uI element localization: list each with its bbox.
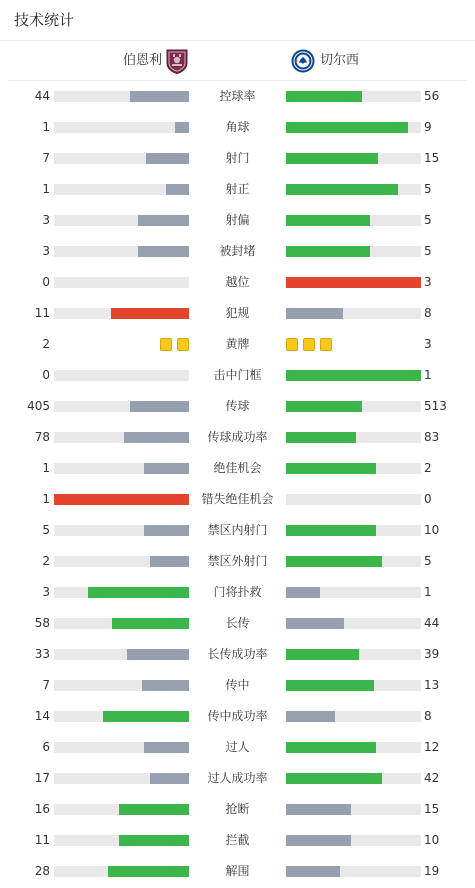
stat-row bbox=[0, 422, 475, 453]
stat-label: 传球成功率 bbox=[207, 430, 268, 444]
yellow-card-icon bbox=[303, 338, 315, 351]
stat-row bbox=[0, 298, 475, 329]
home-stat-bar bbox=[54, 587, 189, 598]
home-stat-value: 6 bbox=[42, 740, 50, 754]
stat-row bbox=[0, 515, 475, 546]
away-stat-value: 10 bbox=[424, 523, 440, 537]
away-stat-bar-fill bbox=[286, 618, 344, 629]
home-stat-bar-fill bbox=[166, 184, 189, 195]
away-stat-bar-fill bbox=[286, 587, 320, 598]
home-stat-bar-fill bbox=[175, 122, 189, 133]
away-stat-bar-fill bbox=[286, 711, 335, 722]
home-stat-value: 0 bbox=[42, 368, 50, 382]
home-stat-bar bbox=[54, 184, 189, 195]
chelsea-crest-icon bbox=[291, 49, 315, 73]
stat-label: 射门 bbox=[225, 151, 250, 165]
home-stat-bar-fill bbox=[144, 742, 189, 753]
stat-row bbox=[0, 174, 475, 205]
yellow-card-icon bbox=[177, 338, 189, 351]
home-stat-bar-fill bbox=[130, 401, 189, 412]
away-stat-bar bbox=[286, 401, 421, 412]
away-stat-bar-fill bbox=[286, 122, 408, 133]
away-stat-value: 8 bbox=[424, 306, 432, 320]
yellow-card-icon bbox=[286, 338, 298, 351]
stats-list bbox=[0, 81, 475, 887]
stat-row bbox=[0, 794, 475, 825]
home-yellow-cards bbox=[160, 338, 189, 351]
home-team-name: 伯恩利 bbox=[122, 53, 162, 68]
home-stat-value: 1 bbox=[42, 182, 50, 196]
home-stat-value: 405 bbox=[27, 399, 50, 413]
away-stat-bar bbox=[286, 370, 421, 381]
away-stat-bar-fill bbox=[286, 742, 376, 753]
away-stat-bar-fill bbox=[286, 866, 340, 877]
home-stat-value: 44 bbox=[34, 89, 50, 103]
home-stat-bar-fill bbox=[124, 432, 189, 443]
away-stat-bar bbox=[286, 215, 421, 226]
away-stat-bar-fill bbox=[286, 649, 359, 660]
away-stat-bar bbox=[286, 308, 421, 319]
home-stat-bar-fill bbox=[144, 525, 189, 536]
stat-row bbox=[0, 112, 475, 143]
away-team-name: 切尔西 bbox=[320, 53, 360, 68]
home-stat-bar-fill bbox=[144, 463, 189, 474]
home-stat-bar-fill bbox=[119, 804, 189, 815]
stat-label: 解围 bbox=[225, 864, 250, 878]
away-stat-bar-fill bbox=[286, 184, 398, 195]
away-stat-bar-fill bbox=[286, 432, 356, 443]
stat-label: 传球 bbox=[225, 399, 250, 413]
home-stat-bar-fill bbox=[119, 835, 189, 846]
home-stat-bar-fill bbox=[142, 680, 189, 691]
home-stat-bar bbox=[54, 711, 189, 722]
home-stat-bar bbox=[54, 680, 189, 691]
home-stat-bar-fill bbox=[108, 866, 189, 877]
home-stat-bar-fill bbox=[88, 587, 189, 598]
home-stat-bar bbox=[54, 91, 189, 102]
away-stat-value: 3 bbox=[424, 337, 432, 351]
stat-label: 角球 bbox=[225, 120, 250, 134]
away-stat-value: 5 bbox=[424, 244, 432, 258]
stat-label: 射正 bbox=[225, 182, 250, 196]
stat-row bbox=[0, 391, 475, 422]
stat-label: 禁区内射门 bbox=[207, 523, 268, 537]
away-stat-bar-fill bbox=[286, 277, 421, 288]
stat-label: 门将扑救 bbox=[213, 585, 262, 599]
home-stat-bar-fill bbox=[130, 91, 189, 102]
home-stat-value: 33 bbox=[34, 647, 50, 661]
away-stat-value: 5 bbox=[424, 554, 432, 568]
home-stat-bar-fill bbox=[111, 308, 189, 319]
home-stat-value: 16 bbox=[34, 802, 50, 816]
away-stat-value: 513 bbox=[424, 399, 447, 413]
stat-label: 拦截 bbox=[225, 833, 250, 847]
away-stat-value: 10 bbox=[424, 833, 440, 847]
home-stat-value: 28 bbox=[34, 864, 50, 878]
title-divider bbox=[0, 40, 475, 41]
away-stat-bar bbox=[286, 122, 421, 133]
stat-row bbox=[0, 608, 475, 639]
away-yellow-cards bbox=[286, 338, 332, 351]
away-stat-value: 9 bbox=[424, 120, 432, 134]
away-stat-value: 15 bbox=[424, 151, 440, 165]
away-stat-bar-fill bbox=[286, 91, 362, 102]
away-stat-bar-fill bbox=[286, 804, 351, 815]
away-stat-value: 56 bbox=[424, 89, 440, 103]
away-stat-bar-fill bbox=[286, 463, 376, 474]
stat-row bbox=[0, 577, 475, 608]
away-stat-bar-fill bbox=[286, 308, 343, 319]
away-stat-bar bbox=[286, 277, 421, 288]
away-stat-bar-fill bbox=[286, 835, 351, 846]
yellow-card-icon bbox=[160, 338, 172, 351]
home-stat-value: 3 bbox=[42, 244, 50, 258]
away-stat-bar bbox=[286, 463, 421, 474]
stat-row bbox=[0, 825, 475, 856]
away-stat-bar-fill bbox=[286, 401, 362, 412]
away-stat-value: 39 bbox=[424, 647, 440, 661]
away-stat-value: 5 bbox=[424, 182, 432, 196]
stat-label: 越位 bbox=[225, 275, 250, 289]
home-stat-bar-fill bbox=[54, 494, 189, 505]
home-stat-bar-fill bbox=[103, 711, 189, 722]
away-stat-bar bbox=[286, 649, 421, 660]
stat-label: 禁区外射门 bbox=[207, 554, 268, 568]
stat-row bbox=[0, 453, 475, 484]
home-stat-value: 3 bbox=[42, 585, 50, 599]
stat-label: 传中 bbox=[225, 678, 250, 692]
home-stat-bar bbox=[54, 246, 189, 257]
home-stat-bar bbox=[54, 494, 189, 505]
stat-label: 抢断 bbox=[225, 802, 250, 816]
away-stat-bar bbox=[286, 432, 421, 443]
home-stat-value: 58 bbox=[34, 616, 50, 630]
away-stat-value: 12 bbox=[424, 740, 440, 754]
home-stat-value: 5 bbox=[42, 523, 50, 537]
home-stat-bar bbox=[54, 215, 189, 226]
home-stat-bar bbox=[54, 153, 189, 164]
home-stat-bar bbox=[54, 277, 189, 288]
home-stat-value: 1 bbox=[42, 492, 50, 506]
away-stat-value: 15 bbox=[424, 802, 440, 816]
away-stat-value: 8 bbox=[424, 709, 432, 723]
stat-row bbox=[0, 267, 475, 298]
away-stat-bar bbox=[286, 866, 421, 877]
away-stat-bar bbox=[286, 618, 421, 629]
stat-row bbox=[0, 484, 475, 515]
home-stat-bar bbox=[54, 401, 189, 412]
home-stat-value: 7 bbox=[42, 151, 50, 165]
away-stat-bar bbox=[286, 835, 421, 846]
stat-row bbox=[0, 701, 475, 732]
home-stat-value: 2 bbox=[42, 337, 50, 351]
stat-label: 黄牌 bbox=[225, 337, 250, 351]
away-stat-value: 42 bbox=[424, 771, 440, 785]
home-stat-bar bbox=[54, 122, 189, 133]
stat-row bbox=[0, 205, 475, 236]
stat-row bbox=[0, 546, 475, 577]
away-stat-value: 2 bbox=[424, 461, 432, 475]
stat-row bbox=[0, 732, 475, 763]
stat-row bbox=[0, 670, 475, 701]
stat-label: 传中成功率 bbox=[207, 709, 268, 723]
stat-row bbox=[0, 360, 475, 391]
away-stat-bar bbox=[286, 525, 421, 536]
away-stat-value: 13 bbox=[424, 678, 440, 692]
away-stat-bar-fill bbox=[286, 525, 376, 536]
away-stat-value: 44 bbox=[424, 616, 440, 630]
away-stat-bar bbox=[286, 804, 421, 815]
stat-label: 长传成功率 bbox=[207, 647, 268, 661]
away-stat-value: 1 bbox=[424, 585, 432, 599]
stat-label: 错失绝佳机会 bbox=[201, 492, 274, 506]
away-stat-bar bbox=[286, 587, 421, 598]
away-stat-bar-fill bbox=[286, 370, 421, 381]
home-stat-bar-fill bbox=[138, 215, 189, 226]
stat-label: 长传 bbox=[225, 616, 250, 630]
home-stat-value: 2 bbox=[42, 554, 50, 568]
home-stat-bar bbox=[54, 463, 189, 474]
stat-row bbox=[0, 763, 475, 794]
home-stat-value: 1 bbox=[42, 461, 50, 475]
stat-label: 犯规 bbox=[225, 306, 250, 320]
away-stat-bar bbox=[286, 711, 421, 722]
away-stat-bar-fill bbox=[286, 556, 382, 567]
home-stat-value: 11 bbox=[34, 833, 50, 847]
away-stat-value: 0 bbox=[424, 492, 432, 506]
away-stat-bar bbox=[286, 773, 421, 784]
away-stat-value: 83 bbox=[424, 430, 440, 444]
home-stat-bar bbox=[54, 525, 189, 536]
home-stat-bar bbox=[54, 866, 189, 877]
stat-label: 射偏 bbox=[225, 213, 250, 227]
home-stat-value: 7 bbox=[42, 678, 50, 692]
burnley-crest-icon bbox=[166, 49, 188, 74]
away-stat-bar bbox=[286, 91, 421, 102]
home-stat-value: 0 bbox=[42, 275, 50, 289]
stat-row bbox=[0, 856, 475, 887]
home-stat-bar bbox=[54, 370, 189, 381]
stat-label: 击中门框 bbox=[213, 368, 262, 382]
home-stat-bar-fill bbox=[150, 556, 189, 567]
home-stat-bar bbox=[54, 432, 189, 443]
away-stat-bar bbox=[286, 494, 421, 505]
stat-row bbox=[0, 143, 475, 174]
away-stat-bar bbox=[286, 184, 421, 195]
away-stat-bar bbox=[286, 246, 421, 257]
away-stat-value: 5 bbox=[424, 213, 432, 227]
home-stat-bar-fill bbox=[138, 246, 189, 257]
stat-label: 过人 bbox=[225, 740, 250, 754]
stat-label: 过人成功率 bbox=[207, 771, 268, 785]
away-stat-bar-fill bbox=[286, 153, 378, 164]
home-stat-bar bbox=[54, 804, 189, 815]
home-stat-bar-fill bbox=[127, 649, 189, 660]
stat-label: 控球率 bbox=[219, 89, 256, 103]
away-stat-bar-fill bbox=[286, 246, 370, 257]
home-stat-value: 1 bbox=[42, 120, 50, 134]
away-stat-bar bbox=[286, 556, 421, 567]
teams-header bbox=[0, 44, 475, 78]
stat-row bbox=[0, 81, 475, 112]
home-stat-bar bbox=[54, 618, 189, 629]
home-stat-bar bbox=[54, 773, 189, 784]
away-stat-bar-fill bbox=[286, 215, 370, 226]
away-stat-bar bbox=[286, 742, 421, 753]
away-stat-value: 19 bbox=[424, 864, 440, 878]
home-stat-value: 78 bbox=[34, 430, 50, 444]
yellow-card-icon bbox=[320, 338, 332, 351]
home-stat-bar-fill bbox=[150, 773, 189, 784]
stat-row bbox=[0, 236, 475, 267]
away-stat-value: 1 bbox=[424, 368, 432, 382]
stat-row bbox=[0, 639, 475, 670]
home-stat-bar bbox=[54, 556, 189, 567]
home-stat-bar-fill bbox=[146, 153, 189, 164]
home-stat-bar bbox=[54, 742, 189, 753]
away-stat-bar bbox=[286, 153, 421, 164]
away-stat-value: 3 bbox=[424, 275, 432, 289]
away-stat-bar-fill bbox=[286, 773, 382, 784]
away-stat-bar bbox=[286, 680, 421, 691]
home-stat-value: 3 bbox=[42, 213, 50, 227]
stat-row bbox=[0, 329, 475, 360]
home-stat-bar bbox=[54, 835, 189, 846]
home-stat-bar bbox=[54, 308, 189, 319]
home-stat-value: 17 bbox=[34, 771, 50, 785]
home-stat-bar bbox=[54, 649, 189, 660]
away-stat-bar-fill bbox=[286, 680, 374, 691]
section-title: 技术统计 bbox=[14, 11, 75, 29]
stat-label: 被封堵 bbox=[219, 244, 256, 258]
home-stat-value: 14 bbox=[34, 709, 50, 723]
home-stat-bar-fill bbox=[112, 618, 189, 629]
home-stat-value: 11 bbox=[34, 306, 50, 320]
stat-label: 绝佳机会 bbox=[213, 461, 262, 475]
